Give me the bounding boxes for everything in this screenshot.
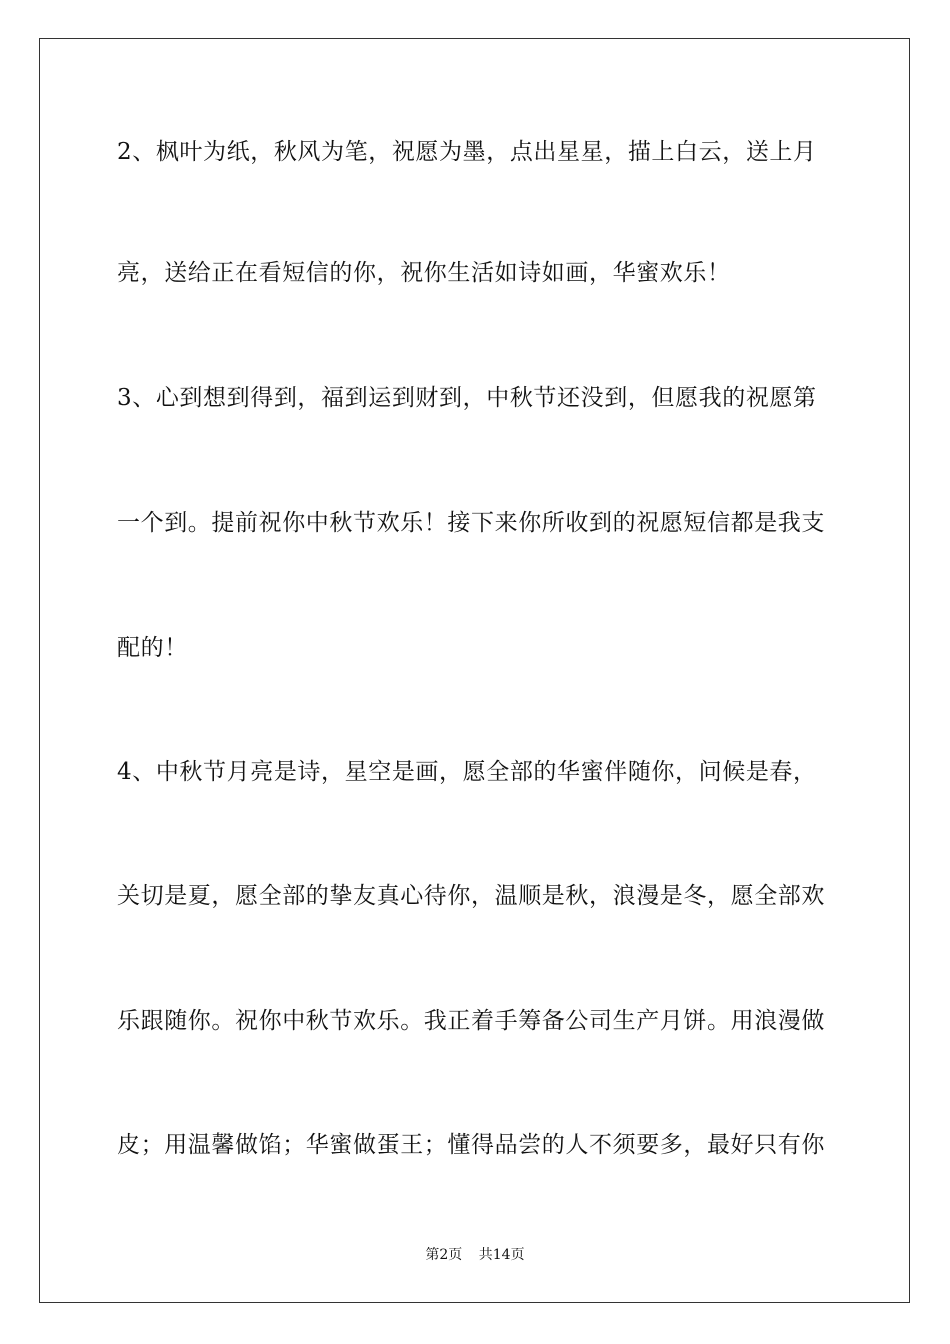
text-line-5: 配的！ [117,635,188,661]
page-frame [39,38,910,1303]
page-footer [0,1245,950,1265]
text-line-2: 亮，送给正在看短信的你，祝你生活如诗如画，华蜜欢乐！ [117,260,731,286]
text-line-6: 4、中秋节月亮是诗，星空是画，愿全部的华蜜伴随你，问候是春， [117,759,817,785]
page-total: 共14页 [478,1247,525,1263]
page-number: 第2页 [425,1247,463,1263]
text-line-3: 3、心到想到得到，福到运到财到，中秋节还没到，但愿我的祝愿第 [117,385,817,411]
text-line-9: 皮；用温馨做馅；华蜜做蛋王；懂得品尝的人不须要多，最好只有你 [117,1132,825,1158]
text-line-8: 乐跟随你。祝你中秋节欢乐。我正着手筹备公司生产月饼。用浪漫做 [117,1008,825,1034]
text-line-1: 2、枫叶为纸，秋风为笔，祝愿为墨，点出星星，描上白云，送上月 [117,139,817,165]
text-line-4: 一个到。提前祝你中秋节欢乐！接下来你所收到的祝愿短信都是我支 [117,510,825,536]
text-line-7: 关切是夏，愿全部的挚友真心待你，温顺是秋，浪漫是冬，愿全部欢 [117,883,825,909]
